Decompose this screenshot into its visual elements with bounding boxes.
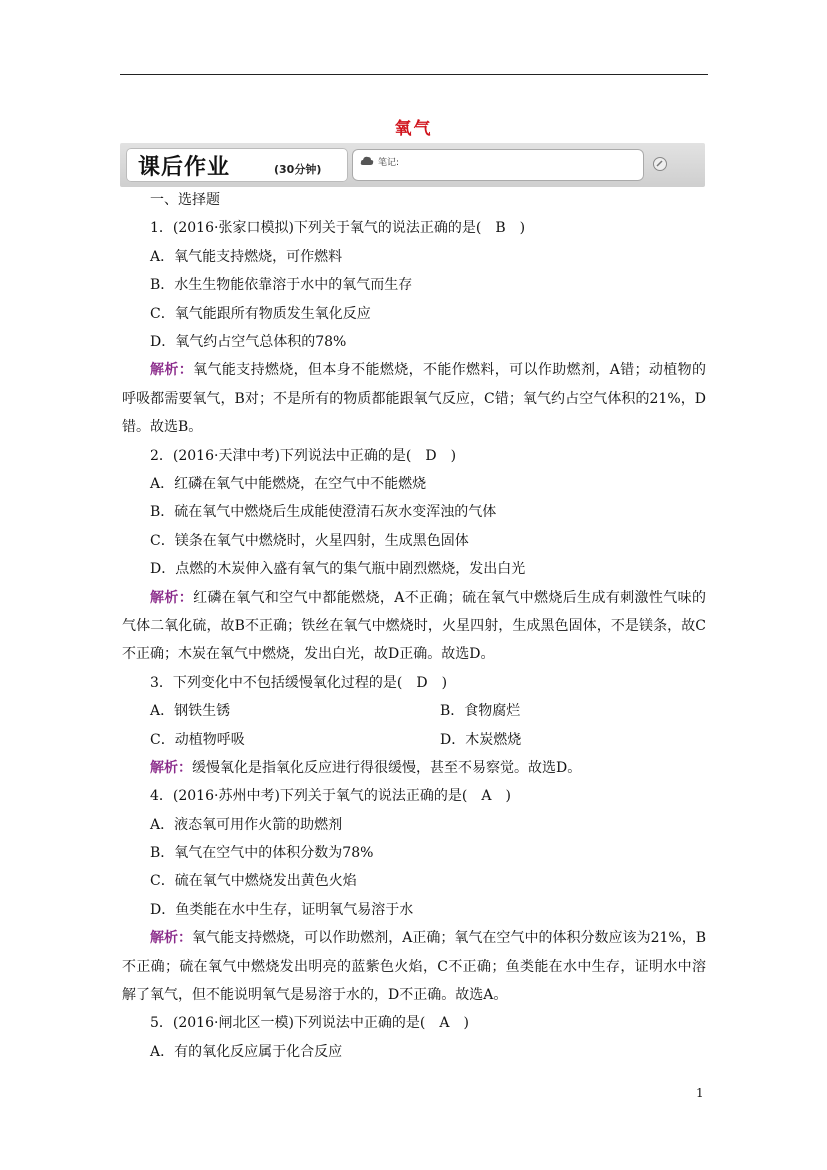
q3-option-b: B．食物腐烂 xyxy=(440,703,521,720)
q3-option-a: A．钢铁生锈 xyxy=(150,703,231,720)
q3-explanation-label: 解析： xyxy=(150,759,192,776)
q2-explanation xyxy=(122,584,706,669)
q2-option-c: C．镁条在氧气中燃烧时，火星四射，生成黑色固体 xyxy=(150,532,469,549)
q2-explanation-label: 解析： xyxy=(150,589,194,606)
q5-option-a: A．有的氧化反应属于化合反应 xyxy=(150,1043,343,1060)
q2-explanation-text: 红磷在氧气和空气中都能燃烧，A不正确；硫在氧气中燃烧后生成有刺激性气味的气体二氧化硫，故B不正确；铁丝在氧气中燃烧时，火星四射，生成黑色固体，不是镁条，故C不正确；木炭在氧气中燃烧，发出白光，故D正确。故选D。 xyxy=(122,589,707,663)
section-heading: 一、选择题 xyxy=(150,192,220,208)
header-rule xyxy=(120,74,708,75)
banner-duration: (30分钟) xyxy=(274,163,322,176)
q4-option-b: B．氧气在空气中的体积分数为78% xyxy=(150,845,374,862)
q3-option-c: C．动植物呼吸 xyxy=(150,731,245,748)
q4-explanation-label: 解析： xyxy=(150,930,193,947)
q1-explanation-label: 解析： xyxy=(150,362,194,379)
q4-option-d: D．鱼类能在水中生存，证明氧气易溶于水 xyxy=(150,901,414,918)
q3-explanation xyxy=(122,754,706,782)
q1-explanation xyxy=(122,356,706,441)
question-2-stem: 2．(2016·天津中考)下列说法中正确的是( D ) xyxy=(150,447,457,464)
question-list xyxy=(122,186,706,1066)
q3-options-row-2 xyxy=(122,726,706,754)
q4-explanation-text: 氧气能支持燃烧，可以作助燃剂，A正确；氧气在空气中的体积分数应该为21%，B不正确；硫在氧气中燃烧发出明亮的蓝紫色火焰，C不正确；鱼类能在水中生存，证明水中溶解了氧气，但不能说明氧气是易溶于水的，D不正确。故选A。 xyxy=(122,930,707,1004)
q2-option-b: B．硫在氧气中燃烧后生成能使澄清石灰水变浑浊的气体 xyxy=(150,504,497,521)
q2-option-a: A．红磷在氧气中能燃烧，在空气中不能燃烧 xyxy=(150,475,427,492)
question-5-stem: 5．(2016·闸北区一模)下列说法中正确的是( A ) xyxy=(150,1015,469,1032)
q3-option-d: D．木炭燃烧 xyxy=(440,731,522,748)
page-title: 氧气 xyxy=(394,119,433,139)
page-number: 1 xyxy=(696,1086,704,1100)
q2-option-d: D．点燃的木炭伸入盛有氧气的集气瓶中剧烈燃烧，发出白光 xyxy=(150,561,526,578)
cloud-icon xyxy=(360,155,374,167)
q4-option-a: A．液态氧可用作火箭的助燃剂 xyxy=(150,816,343,833)
q1-option-d: D．氧气约占空气总体积的78% xyxy=(150,333,347,350)
banner-title: 课后作业 xyxy=(138,155,231,180)
q1-explanation-text: 氧气能支持燃烧，但本身不能燃烧，不能作燃料，可以作助燃剂，A错；动植物的呼吸都需要氧气，B对；不是所有的物质都能跟氧气反应，C错；氧气约占空气体积的21%，D错。故选B。 xyxy=(122,362,707,436)
q1-option-c: C．氧气能跟所有物质发生氧化反应 xyxy=(150,305,371,322)
banner-label-box xyxy=(126,148,348,182)
q4-explanation xyxy=(122,924,706,1009)
q3-options-row-1 xyxy=(122,697,706,725)
question-4-stem: 4．(2016·苏州中考)下列关于氧气的说法正确的是( A ) xyxy=(150,788,511,805)
q1-option-b: B．水生生物能依靠溶于水中的氧气而生存 xyxy=(150,277,413,294)
q3-explanation-text: 缓慢氧化是指氧化反应进行得很缓慢，甚至不易察觉。故选D。 xyxy=(192,759,582,776)
clip-icon xyxy=(652,156,668,172)
question-3-stem: 3．下列变化中不包括缓慢氧化过程的是( D ) xyxy=(150,674,448,691)
q4-option-c: C．硫在氧气中燃烧发出黄色火焰 xyxy=(150,873,357,890)
notes-field[interactable] xyxy=(352,149,644,181)
homework-banner xyxy=(120,143,705,187)
notes-label: 笔记: xyxy=(378,158,400,168)
q1-option-a: A．氧气能支持燃烧，可作燃料 xyxy=(150,248,343,265)
question-1-stem: 1．(2016·张家口模拟)下列关于氧气的说法正确的是( B ) xyxy=(150,220,526,237)
